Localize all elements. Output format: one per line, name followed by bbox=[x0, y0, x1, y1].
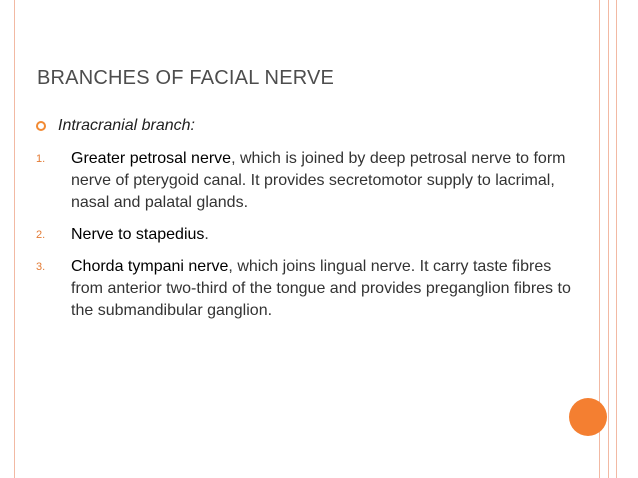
right-frame-line bbox=[616, 0, 617, 478]
left-frame-line bbox=[14, 0, 15, 478]
decorative-circle bbox=[569, 398, 607, 436]
bullet-text: Intracranial branch: bbox=[58, 117, 195, 134]
numbered-item bbox=[36, 256, 576, 322]
numbered-item bbox=[36, 148, 576, 214]
bullet-item bbox=[36, 117, 576, 135]
item-number: 3. bbox=[36, 261, 46, 273]
item-text: , which is joined by deep petrosal nerve to form nerve of pterygoid canal. It provides secretomotor supply to lacrimal, nasal and palatal glands. bbox=[71, 150, 566, 211]
item-term: Chorda tympani nerve bbox=[71, 258, 229, 275]
slide-title: BRANCHES OF FACIAL NERVE bbox=[37, 67, 335, 89]
numbered-item bbox=[36, 224, 576, 246]
item-text: , which joins lingual nerve. It carry taste fibres from anterior two-third of the tongue and provides preganglion fibres to the submandibular ganglion. bbox=[71, 258, 571, 319]
item-number: 2. bbox=[36, 229, 46, 241]
slide-content bbox=[36, 117, 576, 332]
item-number: 1. bbox=[36, 153, 46, 165]
right-frame-line bbox=[608, 0, 609, 478]
item-term: Greater petrosal nerve bbox=[71, 150, 232, 167]
ring-bullet-icon bbox=[36, 121, 46, 131]
item-term: Nerve to stapedius bbox=[71, 226, 205, 243]
item-text: . bbox=[204, 226, 209, 243]
